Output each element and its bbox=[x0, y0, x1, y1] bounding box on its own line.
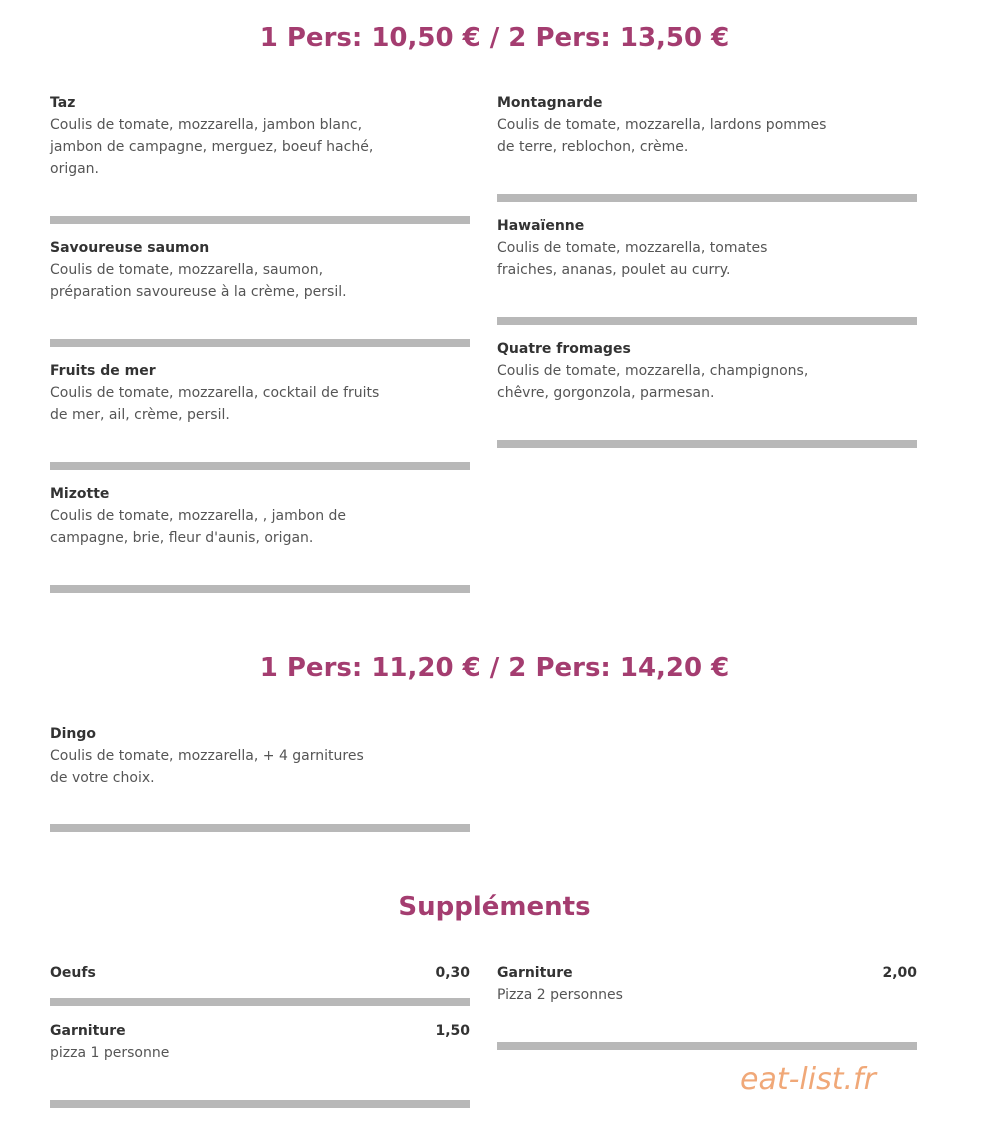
section-title-price-2: 1 Pers: 11,20 € / 2 Pers: 14,20 € bbox=[259, 653, 730, 683]
menu-item-savoureuse-saumon bbox=[50, 237, 380, 303]
item-name: Savoureuse saumon bbox=[50, 240, 210, 256]
supplement-item-garniture-1 bbox=[50, 1020, 470, 1064]
item-divider bbox=[497, 1042, 917, 1050]
item-description: Coulis de tomate, mozzarella, lardons pommes de terre, reblochon, crème. bbox=[497, 117, 827, 155]
item-price: 0,30 bbox=[435, 965, 470, 981]
item-divider bbox=[50, 1100, 470, 1108]
item-divider bbox=[50, 462, 470, 470]
menu-item-dingo bbox=[50, 723, 380, 789]
watermark-logo: eat-list.fr bbox=[740, 1062, 876, 1097]
item-name: Mizotte bbox=[50, 486, 110, 502]
item-description: Pizza 2 personnes bbox=[497, 987, 623, 1003]
item-price: 2,00 bbox=[882, 965, 917, 981]
item-divider bbox=[497, 194, 917, 202]
item-name: Hawaïenne bbox=[497, 218, 585, 234]
item-divider bbox=[497, 317, 917, 325]
item-divider bbox=[50, 216, 470, 224]
item-divider bbox=[50, 824, 470, 832]
menu-item-taz bbox=[50, 92, 380, 180]
item-name: Taz bbox=[50, 95, 76, 111]
item-name: Montagnarde bbox=[497, 95, 603, 111]
item-description: Coulis de tomate, mozzarella, , jambon de campagne, brie, fleur d'aunis, origan. bbox=[50, 508, 347, 546]
item-description: Coulis de tomate, mozzarella, champignons, chêvre, gorgonzola, parmesan. bbox=[497, 363, 809, 401]
section-title-supplements: Suppléments bbox=[398, 892, 591, 922]
item-divider bbox=[497, 440, 917, 448]
item-description: pizza 1 personne bbox=[50, 1045, 170, 1061]
supplement-item-garniture-2 bbox=[497, 962, 917, 1006]
item-description: Coulis de tomate, mozzarella, + 4 garnitures de votre choix. bbox=[50, 748, 364, 786]
item-description: Coulis de tomate, mozzarella, tomates fraiches, ananas, poulet au curry. bbox=[497, 240, 768, 278]
item-name: Garniture bbox=[50, 1023, 126, 1039]
menu-item-fruits-de-mer bbox=[50, 360, 380, 426]
item-name: Dingo bbox=[50, 726, 97, 742]
item-divider bbox=[50, 339, 470, 347]
menu-item-montagnarde bbox=[497, 92, 827, 158]
item-price: 1,50 bbox=[435, 1023, 470, 1039]
menu-item-mizotte bbox=[50, 483, 380, 549]
item-description: Coulis de tomate, mozzarella, jambon blanc, jambon de campagne, merguez, boeuf haché, origan. bbox=[50, 117, 374, 177]
section-title-price-1: 1 Pers: 10,50 € / 2 Pers: 13,50 € bbox=[259, 23, 730, 53]
supplement-item-oeufs bbox=[50, 962, 470, 984]
menu-item-quatre-fromages bbox=[497, 338, 827, 404]
item-name: Garniture bbox=[497, 965, 573, 981]
menu-item-hawaienne bbox=[497, 215, 827, 281]
item-name: Fruits de mer bbox=[50, 363, 156, 379]
item-description: Coulis de tomate, mozzarella, saumon, préparation savoureuse à la crème, persil. bbox=[50, 262, 347, 300]
item-description: Coulis de tomate, mozzarella, cocktail de fruits de mer, ail, crème, persil. bbox=[50, 385, 380, 423]
item-divider bbox=[50, 585, 470, 593]
item-divider bbox=[50, 998, 470, 1006]
item-name: Oeufs bbox=[50, 965, 96, 981]
item-name: Quatre fromages bbox=[497, 341, 631, 357]
